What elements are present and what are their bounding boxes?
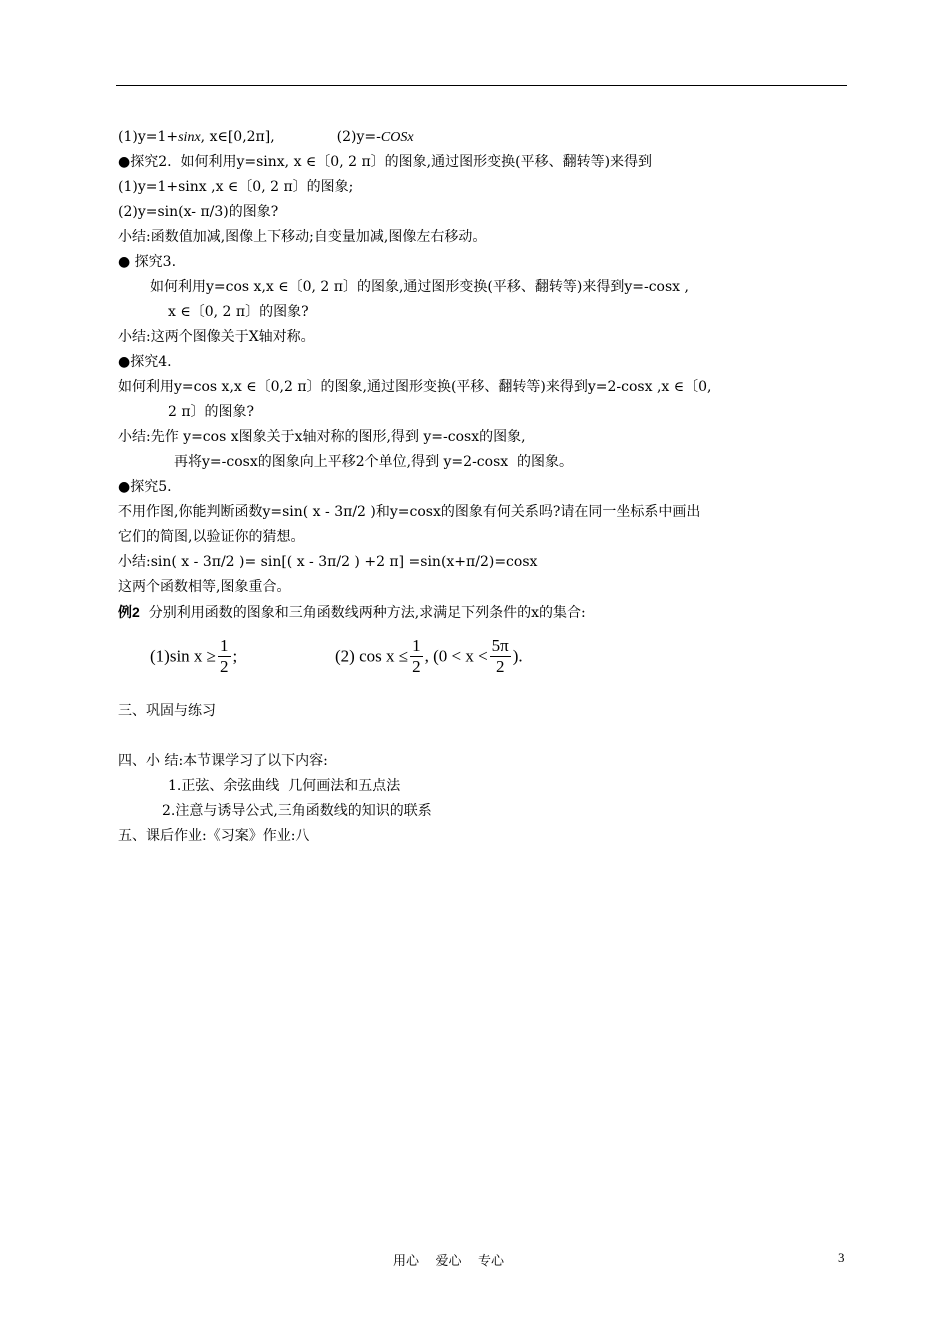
l1-part-c: , x∈[0,2π],: [200, 129, 275, 145]
section-3-heading: 三、巩固与练习: [118, 703, 216, 719]
line-20: [118, 603, 586, 622]
summary-item-2: 2.注意与诱导公式,三角函数线的知识的联系: [162, 803, 432, 819]
line-18: 小结:sin( x - 3π/2 )= sin[( x - 3π/2 ) +2 π] =sin(x+π/2)=cosx: [118, 554, 538, 570]
f2-den: 2: [412, 657, 421, 676]
section-5-heading: 五、课后作业:《习案》作业:八: [118, 828, 310, 844]
f2-prefix: (2) cos x ≤: [335, 646, 409, 666]
f1-den: 2: [220, 657, 229, 676]
page-number: 3: [838, 1250, 845, 1265]
line-2: ●探究2. 如何利用y=sinx, x ∈〔0, 2 π〕的图象,通过图形变换(平移、翻转等)来得到: [118, 154, 653, 170]
f2-den2: 2: [495, 657, 505, 676]
f2-fraction: [410, 636, 423, 677]
line-9: 小结:这两个图像关于X轴对称。: [118, 329, 315, 345]
f1-num: 1: [220, 636, 229, 655]
line-8: x ∈〔0, 2 π〕的图象?: [168, 304, 309, 320]
f1-fraction: [218, 636, 231, 677]
line-14: 再将y=-cosx的图象向上平移2个单位,得到 y=2-cosx 的图象。: [174, 454, 574, 470]
l1-part-b: sinx: [178, 130, 201, 145]
f1-prefix: (1)sin x ≥: [150, 646, 216, 666]
line-15: ●探究5.: [118, 479, 172, 495]
line-7: 如何利用y=cos x,x ∈〔0, 2 π〕的图象,通过图形变换(平移、翻转等)来得到y=-cosx ,: [150, 279, 689, 295]
l1-part-e: COSx: [380, 130, 414, 145]
f2-mid: , (0 < x <: [424, 646, 488, 666]
line-5: 小结:函数值加减,图像上下移动;自变量加减,图像左右移动。: [118, 229, 487, 245]
l1-part-d: (2)y=-: [336, 129, 381, 145]
f2-fraction-2: [490, 636, 511, 677]
summary-item-1: 1.正弦、余弦曲线 几何画法和五点法: [168, 778, 401, 794]
footer-motto: 用心 爱心 专心: [393, 1254, 505, 1269]
f2-num2: 5π: [491, 636, 509, 655]
l1-part-a: (1)y=1+: [118, 129, 179, 145]
example-text: 分别利用函数的图象和三角函数线两种方法,求满足下列条件的x的集合:: [139, 605, 586, 621]
header-rule: [116, 85, 847, 86]
line-6: ● 探究3.: [118, 254, 177, 270]
line-16: 不用作图,你能判断函数y=sin( x - 3π/2 )和y=cosx的图象有何关系吗?请在同一坐标系中画出: [118, 504, 701, 520]
line-12: 2 π〕的图象?: [168, 404, 255, 420]
line-1: [118, 128, 414, 147]
line-11: 如何利用y=cos x,x ∈〔0,2 π〕的图象,通过图形变换(平移、翻转等)来得到y=2-cosx ,x ∈〔0,: [118, 379, 712, 395]
formula-1: [150, 636, 237, 686]
f1-suffix: ;: [232, 646, 238, 666]
line-19: 这两个函数相等,图象重合。: [118, 579, 291, 595]
example-label: 例2: [118, 604, 140, 620]
line-4: (2)y=sin(x- π/3)的图象?: [118, 204, 279, 220]
line-10: ●探究4.: [118, 354, 172, 370]
f2-num: 1: [412, 636, 421, 655]
section-4-heading: 四、小 结:本节课学习了以下内容:: [118, 753, 328, 769]
f2-suffix: ).: [512, 646, 523, 666]
line-3: (1)y=1+sinx ,x ∈〔0, 2 π〕的图象;: [118, 179, 354, 195]
line-13: 小结:先作 y=cos x图象关于x轴对称的图形,得到 y=-cosx的图象,: [118, 429, 526, 445]
formula-2: [335, 636, 523, 686]
line-17: 它们的简图,以验证你的猜想。: [118, 529, 305, 545]
